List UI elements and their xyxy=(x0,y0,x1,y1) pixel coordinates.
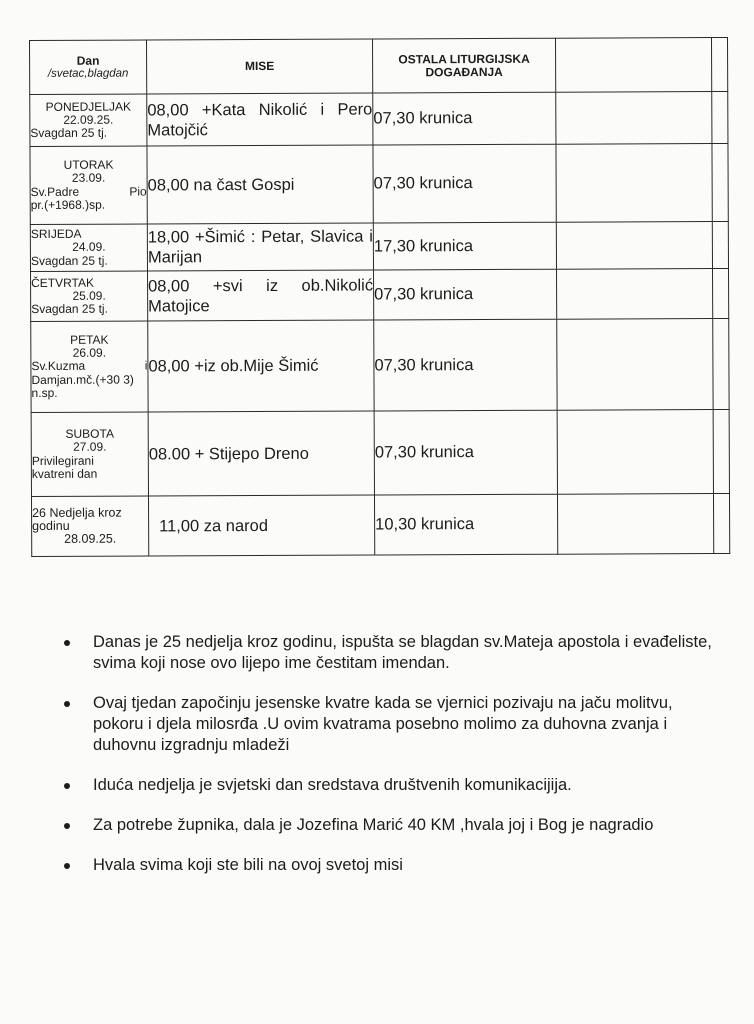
bullet-icon xyxy=(64,783,70,789)
list-item: Ovaj tjedan započinju jesenske kvatre kada se vjernici pozivaju na jaču molitvu, pokoru i djela milosrđa .U ovim kvatrama posebno molimo za duhovna zvanja i duhovnu izgradnju mladeži xyxy=(55,693,725,756)
day-cell: SRIJEDA 24.09. Svagdan 25 tj. xyxy=(30,224,147,272)
event-cell: 07,30 krunica xyxy=(374,319,557,411)
day-cell: PONEDJELJAK 22.09.25. Svagdan 25 tj. xyxy=(30,94,147,147)
table-row xyxy=(30,221,728,271)
list-item: Hvala svima koji ste bili na ovoj svetoj misi xyxy=(55,855,725,876)
header-events: OSTALA LITURGIJSKA DOGAĐANJA xyxy=(372,38,555,93)
list-item: Za potrebe župnika, dala je Jozefina Marić 40 KM ,hvala joj i Bog je nagradio xyxy=(55,815,725,836)
mass-cell: 08,00 +Kata Nikolić i Pero Matojčić xyxy=(147,93,373,146)
event-cell: 07,30 krunica xyxy=(374,269,557,320)
day-cell: ČETVRTAK 25.09. Svagdan 25 tj. xyxy=(31,271,148,322)
mass-cell: 18,00 +Šimić : Petar, Slavica i Marijan xyxy=(147,223,373,271)
table-header-row xyxy=(30,37,728,94)
mass-cell: 08,00 +svi iz ob.Nikolić Matojice xyxy=(148,270,374,321)
day-cell: 26 Nedjelja kroz godinu 28.09.25. xyxy=(31,496,148,557)
list-item: Danas je 25 nedjelja kroz godinu, ispušta se blagdan sv.Mateja apostola i evađeliste, svima koji nose ovo lijepo ime čestitam imendan. xyxy=(55,632,725,674)
mass-cell: 08.00 + Stijepo Dreno xyxy=(148,411,374,496)
list-item: Iduća nedjelja je svjetski dan sredstava društvenih komunikacijija. xyxy=(55,775,725,796)
day-cell: SUBOTA 27.09. Privilegirani kvatreni dan xyxy=(31,412,148,497)
header-empty-narrow xyxy=(711,37,727,91)
header-empty xyxy=(555,38,711,93)
table-row xyxy=(31,493,729,556)
mass-cell: 08,00 na čast Gospi xyxy=(147,145,373,224)
event-cell: 07,30 krunica xyxy=(373,144,556,223)
header-masses: MISE xyxy=(147,39,373,94)
event-cell: 07,30 krunica xyxy=(373,92,556,145)
mass-cell: 08,00 +iz ob.Mije Šimić xyxy=(148,320,374,412)
event-cell: 17,30 krunica xyxy=(373,222,556,270)
table-row xyxy=(30,143,728,224)
bullet-icon xyxy=(64,823,70,829)
mass-schedule-table xyxy=(29,37,730,557)
announcements-list xyxy=(55,632,725,895)
header-day: Dan /svetac,blagdan xyxy=(30,40,147,95)
day-cell: UTORAK 23.09. Sv.Padre Pio pr.(+1968.)sp. xyxy=(30,146,147,225)
bullet-icon xyxy=(64,640,70,646)
table-row xyxy=(31,268,729,321)
bullet-icon xyxy=(64,863,70,869)
table-row xyxy=(31,409,729,496)
event-cell: 10,30 krunica xyxy=(374,494,557,555)
bullet-icon xyxy=(64,701,70,707)
table-row xyxy=(30,91,728,146)
day-cell: PETAK 26.09. Sv.Kuzma i Damjan.mč.(+30 3) n.sp. xyxy=(31,321,148,413)
table-row xyxy=(31,318,729,412)
mass-cell: 11,00 za narod xyxy=(148,495,374,556)
event-cell: 07,30 krunica xyxy=(374,410,557,495)
